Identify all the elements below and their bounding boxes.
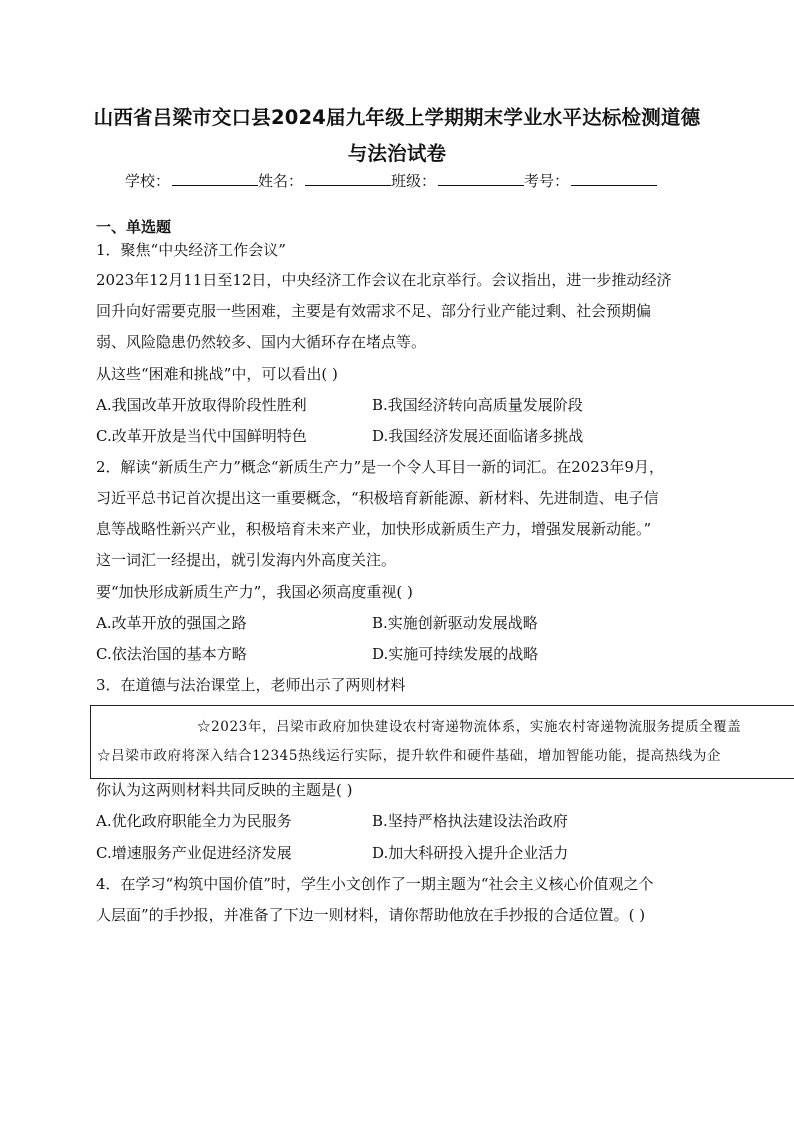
exam-number-blank[interactable]	[571, 171, 657, 186]
student-info-fields	[125, 170, 657, 191]
q2-text-line: 习近平总书记首次提出这一重要概念，“积极培育新能源、新材料、先进制造、电子信	[96, 489, 659, 507]
name-field[interactable]	[258, 170, 391, 191]
q3-option-d[interactable]: D.加大科研投入提升企业活力	[372, 844, 569, 862]
exam-number-label: 考号：	[524, 172, 570, 190]
q3-question: 你认为这两则材料共同反映的主题是( )	[96, 781, 353, 799]
class-field[interactable]	[391, 170, 524, 191]
q3-material-2: ☆吕梁市政府将深入结合12345热线运行实际，提升软件和硬件基础，增加智能功能，提高热线为企	[97, 748, 722, 764]
q2-option-b[interactable]: B.实施创新驱动发展战略	[372, 614, 538, 632]
exam-title-line-2: 与法治试卷	[347, 142, 447, 165]
q1-option-c[interactable]: C.改革开放是当代中国鲜明特色	[96, 427, 307, 445]
q2-option-a[interactable]: A.改革开放的强国之路	[96, 614, 247, 632]
q1-text-line: 2023年12月11日至12日，中央经济工作会议在北京举行。会议指出，进一步推动经济	[96, 271, 672, 289]
q4-stem: 4．在学习“构筑中国价值”时，学生小文创作了一期主题为“社会主义核心价值观之个	[96, 875, 654, 893]
q1-text-line: 回升向好需要克服一些困难，主要是有效需求不足、部分行业产能过剩、社会预期偏	[96, 302, 652, 320]
q1-option-b[interactable]: B.我国经济转向高质量发展阶段	[372, 396, 583, 414]
exam-title-line-1: 山西省吕梁市交口县2024届九年级上学期期末学业水平达标检测道德	[93, 106, 701, 129]
q4-text-line: 人层面”的手抄报，并准备了下边一则材料，请你帮助他放在手抄报的合适位置。( )	[96, 906, 646, 924]
q1-stem: 1．聚焦“中央经济工作会议”	[96, 241, 286, 259]
q3-option-c[interactable]: C.增速服务产业促进经济发展	[96, 844, 292, 862]
class-label: 班级：	[391, 172, 437, 190]
q3-option-b[interactable]: B.坚持严格执法建设法治政府	[372, 812, 568, 830]
q2-text-line: 息等战略性新兴产业，积极培育未来产业，加快形成新质生产力，增强发展新动能。”	[96, 520, 652, 538]
q2-text-line: 这一词汇一经提出，就引发海内外高度关注。	[96, 551, 397, 569]
q3-option-a[interactable]: A.优化政府职能全力为民服务	[96, 812, 292, 830]
school-blank[interactable]	[172, 171, 258, 186]
class-blank[interactable]	[438, 171, 524, 186]
q1-option-a[interactable]: A.我国改革开放取得阶段性胜利	[96, 396, 307, 414]
q1-text-line: 弱、风险隐患仍然较多、国内大循环存在堵点等。	[96, 333, 427, 351]
q3-material-box	[90, 705, 794, 779]
name-label: 姓名：	[258, 172, 304, 190]
q3-material-1: ☆2023年，吕梁市政府加快建设农村寄递物流体系，实施农村寄递物流服务提质全覆盖	[197, 719, 742, 735]
section-heading: 一、单选题	[96, 218, 172, 236]
q1-option-d[interactable]: D.我国经济发展还面临诸多挑战	[372, 427, 584, 445]
q2-option-d[interactable]: D.实施可持续发展的战略	[372, 645, 539, 663]
q2-option-c[interactable]: C.依法治国的基本方略	[96, 645, 247, 663]
exam-number-field[interactable]	[524, 170, 657, 191]
q1-question: 从这些“困难和挑战”中，可以看出( )	[96, 365, 338, 383]
school-label: 学校：	[125, 172, 171, 190]
school-field[interactable]	[125, 170, 258, 191]
q3-stem: 3．在道德与法治课堂上，老师出示了两则材料	[96, 676, 406, 694]
q2-stem: 2．解读“新质生产力”概念“新质生产力”是一个令人耳目一新的词汇。在2023年9月，	[96, 458, 664, 476]
name-blank[interactable]	[305, 171, 391, 186]
q2-question: 要“加快形成新质生产力”，我国必须高度重视( )	[96, 583, 413, 601]
